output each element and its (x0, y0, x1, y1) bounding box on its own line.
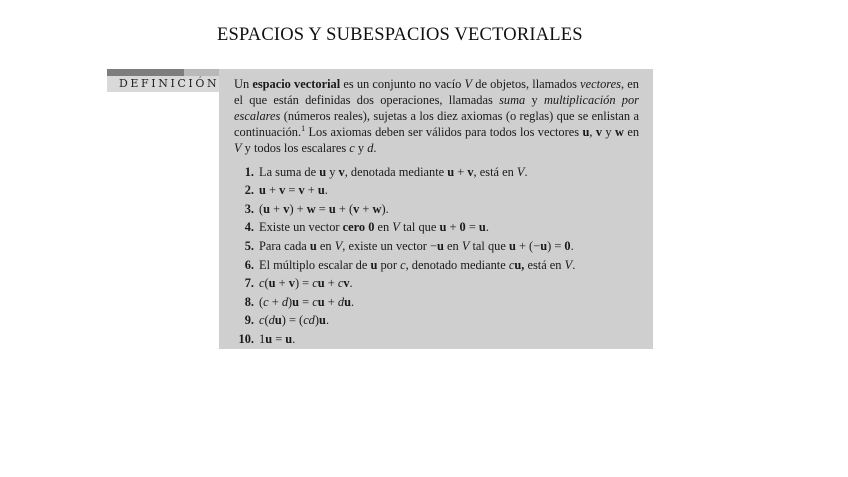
txt: . (485, 220, 489, 235)
txt: + (304, 183, 318, 198)
txt: en (443, 238, 462, 253)
txt: . (292, 331, 296, 346)
axiom-text (259, 274, 353, 293)
txt: en (316, 238, 335, 253)
axiom-number: 8. (244, 294, 254, 309)
axiom-text (259, 330, 295, 349)
axiom-text (259, 163, 528, 182)
definition-intro (234, 77, 639, 157)
txt: . (324, 183, 328, 198)
intro-text: y (354, 140, 368, 155)
intro-vec: u (582, 124, 590, 139)
vec: u (274, 313, 282, 328)
axiom-text (259, 311, 329, 330)
vec: u (317, 183, 325, 198)
intro-var: V (234, 140, 242, 155)
vec: u (540, 238, 548, 253)
vec: v (288, 276, 295, 291)
var: c (312, 294, 318, 309)
var: V (392, 220, 400, 235)
txt: + (324, 294, 338, 309)
txt: ) = ( (281, 313, 304, 328)
axiom-text (259, 293, 354, 312)
axiom-item (234, 200, 639, 219)
vec: u (439, 220, 447, 235)
vec: u (292, 294, 300, 309)
var: c (508, 257, 515, 272)
txt: ( (259, 294, 264, 309)
vec: w (372, 201, 382, 216)
txt: = (272, 331, 286, 346)
txt: + (324, 276, 338, 291)
intro-term-scalar-mult: multiplicación por escalares (234, 92, 640, 123)
intro-var: d (367, 140, 374, 155)
zero-vector-term: cero 0 (342, 220, 375, 235)
txt: ) (314, 313, 320, 328)
axiom-text (259, 218, 489, 237)
axiom-item (234, 274, 639, 293)
var: V (516, 164, 525, 179)
txt: = (465, 220, 479, 235)
vec: v (353, 201, 360, 216)
var: d (268, 313, 275, 328)
txt: y (326, 164, 339, 179)
txt: ) = (294, 276, 313, 291)
vec: u (285, 331, 293, 346)
intro-text: y (602, 124, 615, 139)
vec: u (263, 201, 271, 216)
intro-text: y (525, 92, 544, 107)
txt: + (454, 164, 468, 179)
axiom-text (259, 181, 328, 200)
txt: . (349, 276, 353, 291)
axiom-number: 1. (244, 164, 254, 179)
axiom-list (234, 163, 639, 349)
axiom-item (234, 218, 639, 237)
intro-term-vectors: vectores (580, 77, 621, 91)
var: d (281, 294, 289, 309)
txt: Para cada (259, 238, 310, 253)
txt: 1 (259, 331, 266, 346)
intro-text: y todos los escalares (241, 140, 350, 155)
txt: , denotado mediante (405, 257, 509, 272)
txt: tal que (399, 220, 440, 235)
axiom-text (259, 256, 575, 275)
vec: u (319, 164, 327, 179)
var: c (259, 313, 265, 328)
vec: u (319, 313, 326, 328)
txt: + (− (515, 238, 541, 253)
txt: ( (259, 201, 264, 216)
vec: v (298, 183, 305, 198)
vec: u (259, 183, 266, 198)
txt: . (325, 313, 330, 328)
definition-header-bar-light (184, 69, 219, 76)
axiom-text (259, 200, 389, 219)
vec: u (328, 201, 336, 216)
axiom-number: 9. (244, 313, 254, 328)
txt: + (265, 183, 280, 198)
txt: + (359, 201, 373, 216)
txt: La suma de (259, 164, 320, 179)
vec: v (279, 183, 286, 198)
axiom-item (234, 163, 639, 182)
txt: . (524, 164, 528, 179)
txt: por (377, 257, 401, 272)
vec: u (478, 220, 486, 235)
vec: v (343, 276, 350, 291)
txt: El múltiplo escalar de (259, 257, 371, 272)
vec: u (437, 238, 444, 253)
vec: u (309, 238, 317, 253)
vec: 0 (459, 220, 466, 235)
axiom-item (234, 181, 639, 200)
vec: 0 (564, 238, 571, 253)
txt: + (446, 220, 460, 235)
var: V (564, 257, 573, 272)
intro-text: Los axiomas deben ser válidos para todos los vectores (305, 124, 583, 139)
var: V (461, 238, 470, 253)
var: c (263, 294, 269, 309)
var: c (337, 276, 344, 291)
txt: ). (381, 201, 389, 216)
txt: ) + (289, 201, 307, 216)
vec: u (265, 331, 273, 346)
axiom-text (259, 237, 574, 256)
axiom-item (234, 256, 639, 275)
txt: + ( (335, 201, 354, 216)
intro-text: , en el que están definidas dos operaciones, llamadas (234, 77, 639, 107)
vec: u (317, 294, 325, 309)
intro-term-sum: suma (499, 92, 526, 107)
intro-text: es un conjunto no vacío (340, 77, 465, 91)
vec: u (508, 238, 516, 253)
axiom-number: 3. (244, 201, 254, 216)
vec: v (467, 164, 474, 179)
intro-text: Un (234, 77, 253, 91)
vec: u, (514, 257, 525, 272)
vec: v (338, 164, 345, 179)
txt: ( (264, 276, 269, 291)
intro-vec: w (615, 124, 624, 139)
intro-term-vector-space: espacio vectorial (252, 77, 341, 91)
txt: . (350, 294, 355, 309)
vec: w (306, 201, 316, 216)
axiom-number: 4. (244, 220, 254, 235)
var: V (334, 238, 343, 253)
txt: , denotada mediante (344, 164, 448, 179)
txt: ( (264, 313, 269, 328)
txt: , está en (473, 164, 517, 179)
var: d (337, 294, 345, 309)
intro-text: (números reales), sujetas a los diez axiomas (o reglas) que se enlistan a continuación. (234, 108, 639, 139)
txt: tal que (469, 238, 509, 253)
txt: = (299, 294, 313, 309)
intro-text: de objetos, llamados (472, 77, 581, 91)
axiom-number: 10. (238, 331, 254, 346)
vec: v (283, 201, 290, 216)
axiom-number: 7. (244, 276, 254, 291)
page-title: ESPACIOS Y SUBESPACIOS VECTORIALES (217, 25, 583, 45)
txt: , existe un vector − (342, 238, 438, 253)
txt: está en (524, 257, 565, 272)
txt: en (374, 220, 393, 235)
txt: + (270, 201, 284, 216)
vec: u (317, 276, 325, 291)
var: c (400, 257, 406, 272)
axiom-number: 2. (244, 183, 254, 198)
vec: u (268, 276, 276, 291)
footnote-marker: 1 (301, 123, 306, 133)
var: c (259, 276, 265, 291)
definition-box (219, 69, 653, 349)
txt: = (315, 201, 329, 216)
vec: u (344, 294, 351, 309)
axiom-item (234, 237, 639, 256)
definition-label: DEFINICIÓN (107, 76, 219, 92)
intro-var: V (464, 77, 473, 91)
intro-text: , (589, 124, 596, 139)
txt: . (570, 238, 574, 253)
axiom-item (234, 311, 639, 330)
txt: + (275, 276, 289, 291)
axiom-number: 5. (244, 238, 254, 253)
var: c (312, 276, 318, 291)
axiom-item (234, 330, 639, 349)
intro-text: . (373, 140, 377, 155)
axiom-number: 6. (244, 257, 254, 272)
txt: + (268, 294, 282, 309)
intro-var: c (349, 140, 355, 155)
txt: Existe un vector (259, 220, 343, 235)
intro-text: en (623, 124, 640, 139)
var: cd (303, 313, 315, 328)
intro-vec: v (595, 124, 603, 139)
axiom-item (234, 293, 639, 312)
definition-header-bar-dark (107, 69, 184, 76)
txt: ) (288, 294, 293, 309)
vec: u (370, 257, 378, 272)
txt: ) = (547, 238, 565, 253)
vec: u (447, 164, 455, 179)
txt: = (285, 183, 299, 198)
txt: . (572, 257, 576, 272)
